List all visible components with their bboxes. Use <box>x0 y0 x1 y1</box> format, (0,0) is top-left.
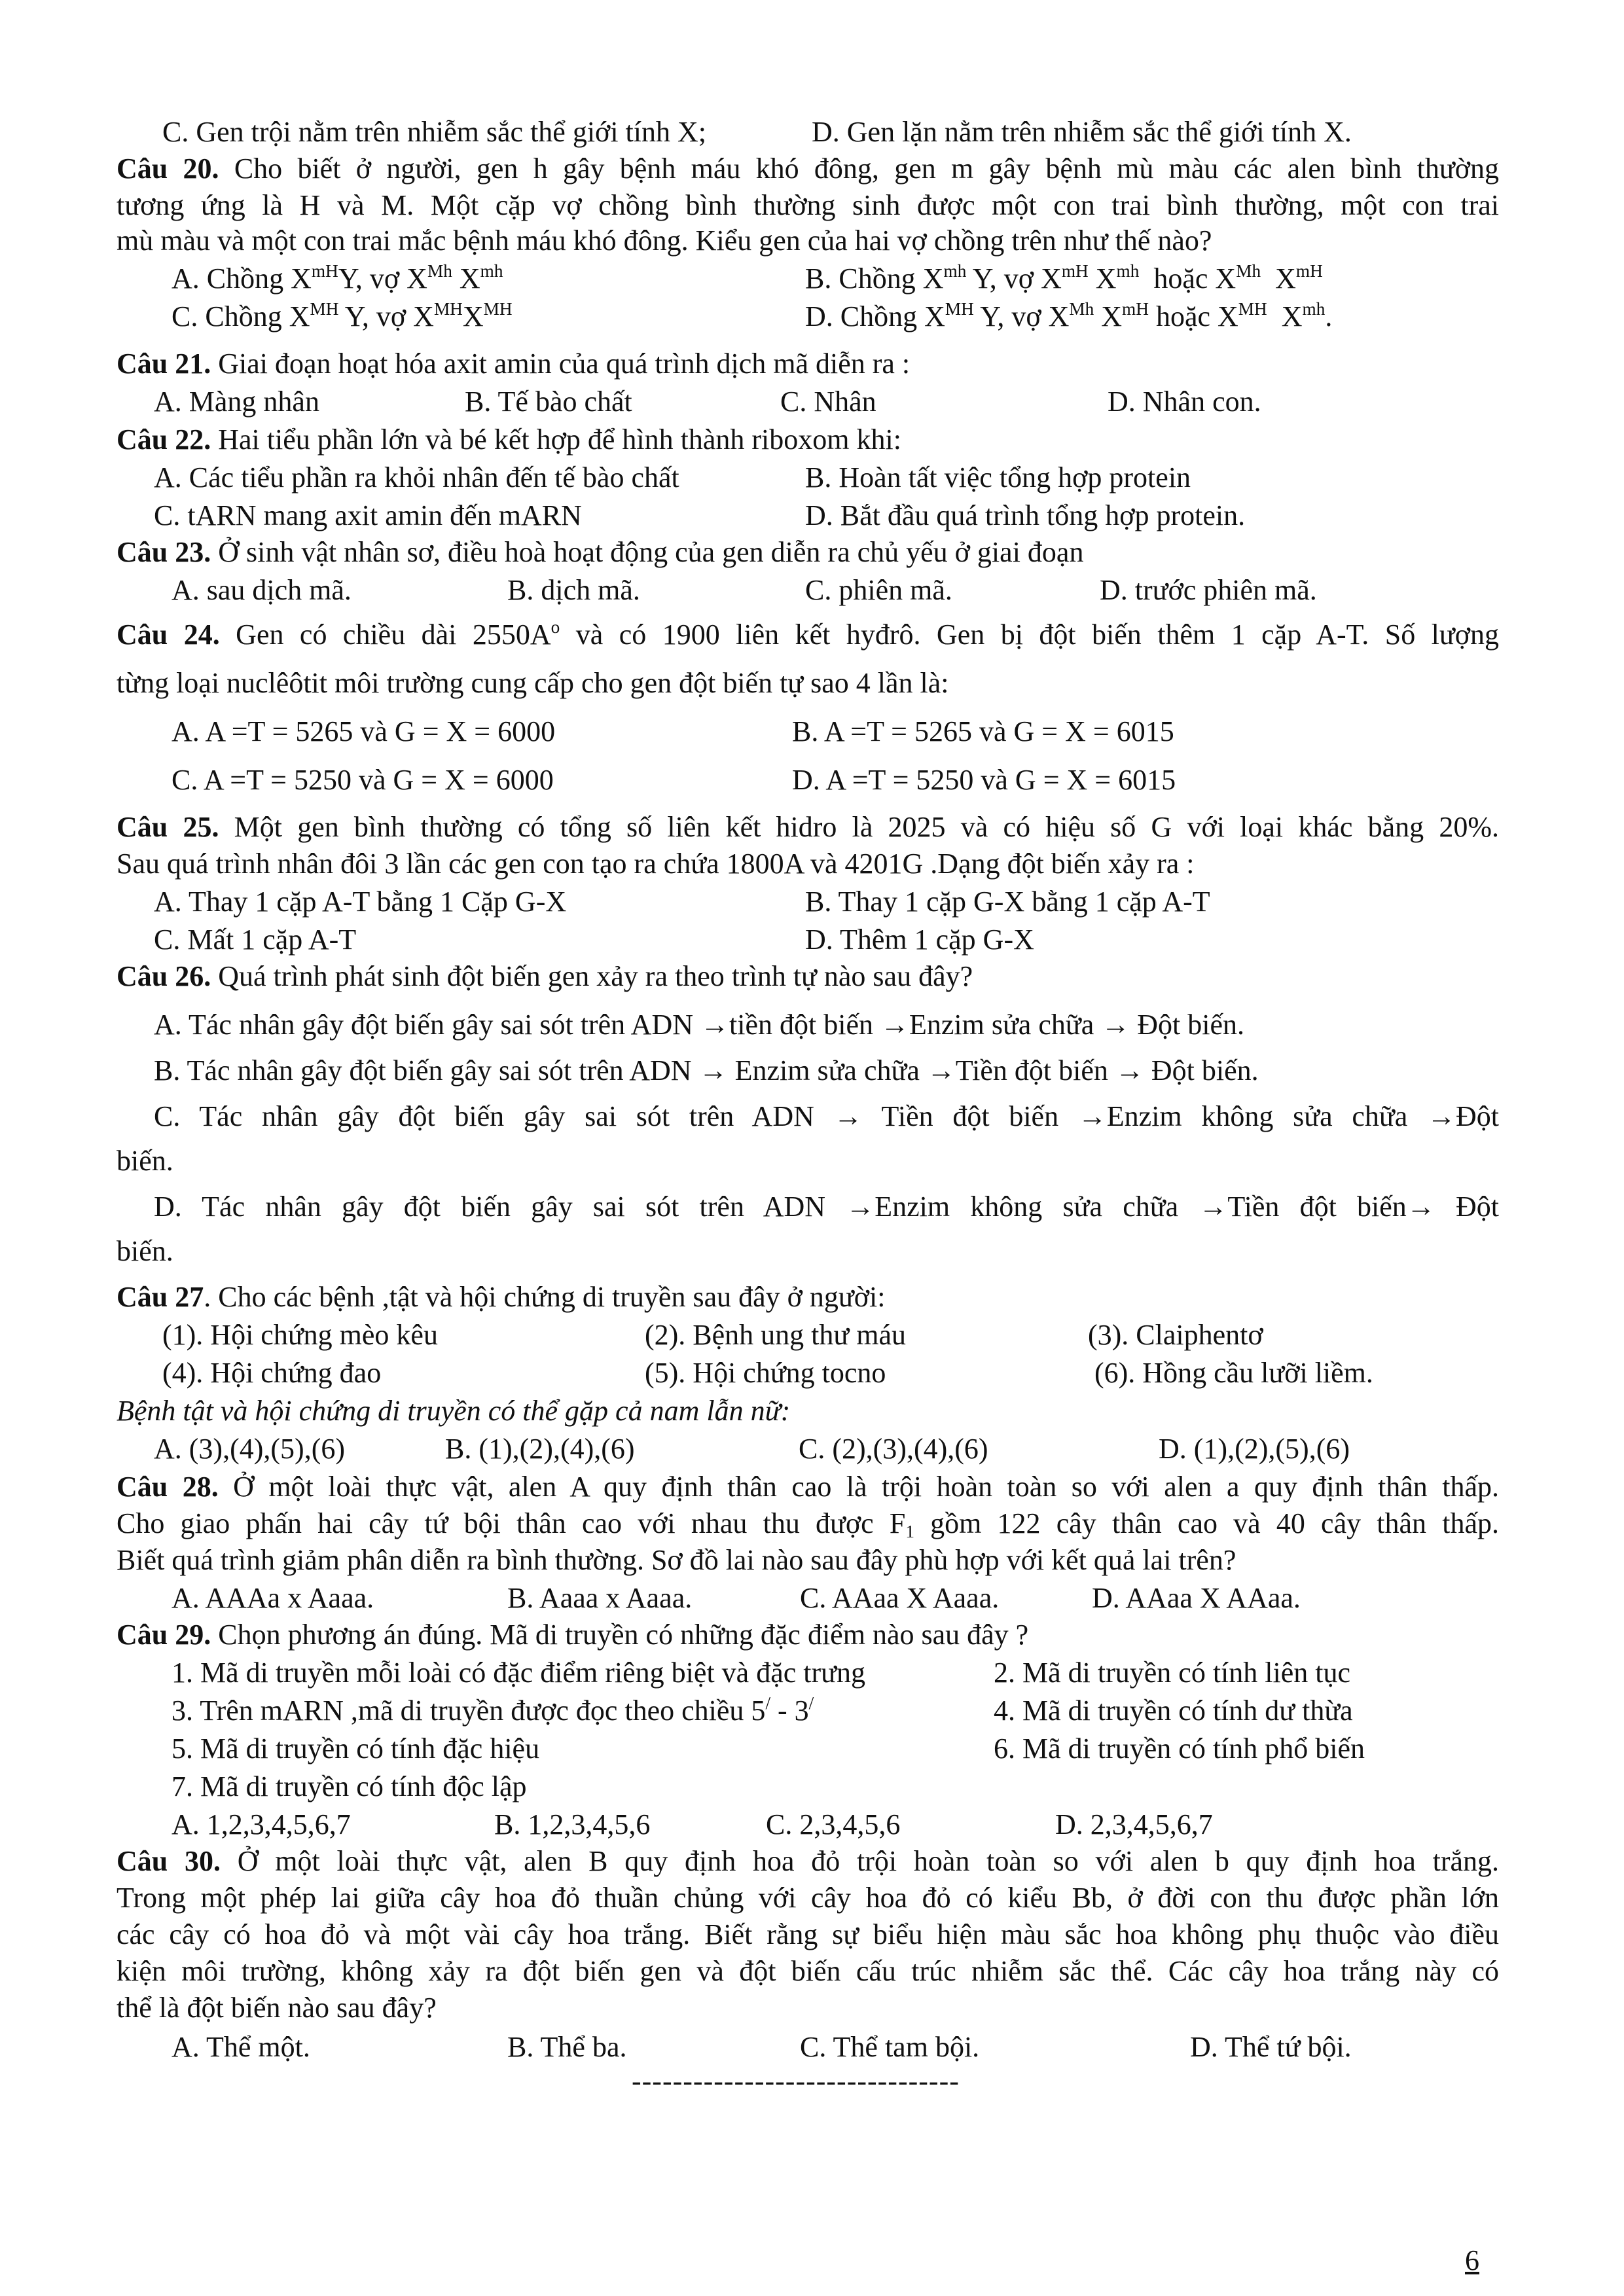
q21-stem <box>117 350 910 378</box>
q23-stem <box>117 538 1083 567</box>
q30-text1: Ở một loài thực vật, alen B quy định hoa đỏ trội hoàn toàn so với alen b quy định hoa trắng. <box>237 1845 1500 1877</box>
q21-option-d: D. Nhân con. <box>1108 386 1261 418</box>
q30-line2: Trong một phép lai giữa cây hoa đỏ thuần chủng với cây hoa đỏ có kiểu Bb, ở đời con thu được phần lớn <box>117 1882 1499 1914</box>
q29-option-b: B. 1,2,3,4,5,6 <box>494 1808 651 1840</box>
q26-option-c: C. Tác nhân gây đột biến gây sai sót trên ADN → Tiền đột biến →Enzim không sửa chữa →Đột <box>154 1100 1499 1132</box>
q21-option-b: B. Tế bào chất <box>465 386 632 418</box>
q29-item-5: 5. Mã di truyền có tính đặc hiệu <box>171 1732 540 1765</box>
q24-line1 <box>117 617 1500 651</box>
q23-option-b: B. dịch mã. <box>507 574 640 606</box>
q27-stem <box>117 1283 885 1312</box>
q23-option-d: D. trước phiên mã. <box>1100 574 1317 606</box>
q30-line4: kiện môi trường, không xảy ra đột biến gen và đột biến cấu trúc nhiễm sắc thể. Các cây hoa trắng này có <box>117 1955 1499 1987</box>
option-d-prev: D. Gen lặn nằm trên nhiễm sắc thể giới tính X. <box>812 116 1352 148</box>
q27-option-a: A. (3),(4),(5),(6) <box>154 1433 345 1465</box>
q25-text1: Một gen bình thường có tổng số liên kết hidro là 2025 và có hiệu số G với loại khác bằng 20%. <box>234 811 1499 843</box>
q24-label: Câu 24. <box>117 619 220 651</box>
q22-option-b: B. Hoàn tất việc tổng hợp protein <box>805 461 1191 493</box>
q29-item-2: 2. Mã di truyền có tính liên tục <box>994 1657 1350 1689</box>
q25-option-a: A. Thay 1 cặp A-T bằng 1 Cặp G-X <box>154 886 567 918</box>
q30-label: Câu 30. <box>117 1845 221 1877</box>
q20-option-b: B. Chồng $X^{mh}$ Y, vợ $X^{mH}$ $X^{mh}$ hoặc $X^{Mh}$ $X^{mH}$ <box>805 261 1323 295</box>
q28-text1: Ở một loài thực vật, alen A quy định thân cao là trội hoàn toàn so với alen a quy định thân thấp. <box>233 1471 1500 1503</box>
q25-option-b: B. Thay 1 cặp G-X bằng 1 cặp A-T <box>805 886 1210 918</box>
q26-option-d: D. Tác nhân gây đột biến gây sai sót trên ADN →Enzim không sửa chữa →Tiền đột biến→ Đột <box>154 1191 1499 1223</box>
q20-option-a: A. Chồng $X^{mH}Y$, vợ $X^{Mh}$ $X^{mh}$ <box>171 261 503 295</box>
q29-option-a: A. 1,2,3,4,5,6,7 <box>171 1808 351 1840</box>
q24-option-d: D. A =T = 5250 và G = X = 6015 <box>792 764 1176 796</box>
q26-label: Câu 26. <box>117 960 211 992</box>
q20-line3: mù màu và một con trai mắc bệnh máu khó đông. Kiểu gen của hai vợ chồng trên như thế nào? <box>117 224 1212 257</box>
q27-item-4: (4). Hội chứng đao <box>162 1357 382 1389</box>
q27-text: . Cho các bệnh ,tật và hội chứng di truyền sau đây ở người: <box>204 1281 886 1313</box>
q21-option-a: A. Màng nhân <box>154 386 319 418</box>
q29-item-7: 7. Mã di truyền có tính độc lập <box>171 1770 527 1803</box>
q23-option-c: C. phiên mã. <box>805 574 952 606</box>
q24-option-b: B. A =T = 5265 và G = X = 6015 <box>792 715 1174 747</box>
q29-option-d: D. 2,3,4,5,6,7 <box>1055 1808 1213 1840</box>
q30-option-b: B. Thể ba. <box>507 2031 627 2063</box>
q23-option-a: A. sau dịch mã. <box>171 574 352 606</box>
q27-item-5: (5). Hội chứng tocno <box>645 1357 886 1389</box>
q23-label: Câu 23. <box>117 536 211 568</box>
q22-option-d: D. Bắt đầu quá trình tổng hợp protein. <box>805 499 1246 531</box>
q28-option-d: D. AAaa X AAaa. <box>1092 1582 1301 1614</box>
option-c-prev: C. Gen trội nằm trên nhiễm sắc thể giới tính X; <box>162 116 706 148</box>
q30-line5: thể là đột biến nào sau đây? <box>117 1992 437 2024</box>
q30-option-d: D. Thể tứ bội. <box>1190 2031 1352 2063</box>
q21-label: Câu 21. <box>117 348 211 380</box>
q30-line3: các cây có hoa đỏ và một vài cây hoa trắng. Biết rằng sự biểu hiện màu sắc hoa không phụ thuộc vào điều <box>117 1918 1499 1950</box>
q24-option-c: C. A =T = 5250 và G = X = 6000 <box>171 764 554 796</box>
q25-line1 <box>117 813 1499 842</box>
q25-line2: Sau quá trình nhân đôi 3 lần các gen con tạo ra chứa 1800A và 4201G .Dạng đột biến xảy ra : <box>117 848 1195 880</box>
q24-line2: từng loại nuclêôtit môi trường cung cấp cho gen đột biến tự sao 4 lần là: <box>117 667 949 699</box>
q27-prompt: Bệnh tật và hội chứng di truyền có thể gặp cả nam lẫn nữ: <box>117 1395 791 1427</box>
q23-text: Ở sinh vật nhân sơ, điều hoà hoạt động của gen diễn ra chủ yếu ở giai đoạn <box>218 536 1084 568</box>
q24-text1: Gen có chiều dài $2550A^o$ và có 1900 liên kết hyđrô. Gen bị đột biến thêm 1 cặp A-T. Số lượng <box>236 617 1500 651</box>
q22-text: Hai tiểu phần lớn và bé kết hợp để hình thành riboxom khi: <box>218 423 901 456</box>
q27-item-3: (3). Claiphentơ <box>1088 1319 1263 1351</box>
q27-label: Câu 27 <box>117 1281 204 1313</box>
q28-option-b: B. Aaaa x Aaaa. <box>507 1582 693 1614</box>
q27-item-1: (1). Hội chứng mèo kêu <box>162 1319 438 1351</box>
q21-option-c: C. Nhân <box>780 386 876 418</box>
q25-label: Câu 25. <box>117 811 219 843</box>
q27-item-6: (6). Hồng cầu lưỡi liềm. <box>1094 1357 1373 1389</box>
q22-option-c: C. tARN mang axit amin đến mARN <box>154 499 582 531</box>
q26-option-c-cont: biến. <box>117 1145 173 1177</box>
q28-option-c: C. AAaa X Aaaa. <box>800 1582 1000 1614</box>
q22-label: Câu 22. <box>117 423 211 456</box>
q26-stem <box>117 962 973 991</box>
q27-option-d: D. (1),(2),(5),(6) <box>1159 1433 1350 1465</box>
q25-option-d: D. Thêm 1 cặp G-X <box>805 924 1034 956</box>
q27-item-2: (2). Bệnh ung thư máu <box>645 1319 907 1351</box>
q22-stem <box>117 425 901 454</box>
q20-label: Câu 20. <box>117 152 219 185</box>
q29-text: Chọn phương án đúng. Mã di truyền có những đặc điểm nào sau đây ? <box>218 1619 1029 1651</box>
q29-stem <box>117 1621 1028 1649</box>
q28-option-a: A. AAAa x Aaaa. <box>171 1582 374 1614</box>
q29-label: Câu 29. <box>117 1619 211 1651</box>
q20-line1 <box>117 154 1499 183</box>
q27-option-b: B. (1),(2),(4),(6) <box>445 1433 635 1465</box>
q30-option-c: C. Thể tam bội. <box>800 2031 980 2063</box>
q26-option-b: B. Tác nhân gây đột biến gây sai sót trên ADN → Enzim sửa chữa →Tiền đột biến → Đột biến. <box>154 1054 1259 1086</box>
q29-item-4: 4. Mã di truyền có tính dư thừa <box>994 1695 1353 1727</box>
q25-option-c: C. Mất 1 cặp A-T <box>154 924 357 956</box>
q20-text1: Cho biết ở người, gen h gây bệnh máu khó đông, gen m gây bệnh mù màu các alen bình thường <box>234 152 1499 185</box>
q20-line2: tương ứng là H và M. Một cặp vợ chồng bình thường sinh được một con trai bình thường, một con trai <box>117 189 1499 221</box>
q30-line1 <box>117 1847 1499 1876</box>
q28-line2: Cho giao phấn hai cây tứ bội thân cao với nhau thu được $F_1$ gồm 122 cây thân cao và 40 cây thân thấp. <box>117 1507 1499 1541</box>
q29-option-c: C. 2,3,4,5,6 <box>766 1808 901 1840</box>
q26-option-d-cont: biến. <box>117 1235 173 1267</box>
q27-option-c: C. (2),(3),(4),(6) <box>799 1433 988 1465</box>
q20-option-d: D. Chồng $X^{MH}$ Y, vợ $X^{Mh}$ $X^{mH}$ hoặc $X^{MH}$ $X^{mh}$. <box>805 299 1333 332</box>
q22-option-a: A. Các tiểu phần ra khỏi nhân đến tế bào chất <box>154 461 679 493</box>
q29-item-1: 1. Mã di truyền mỗi loài có đặc điểm riêng biệt và đặc trưng <box>171 1657 865 1689</box>
q29-item-6: 6. Mã di truyền có tính phổ biến <box>994 1732 1365 1765</box>
q26-option-a: A. Tác nhân gây đột biến gây sai sót trên ADN →tiền đột biến →Enzim sửa chữa → Đột biến. <box>154 1009 1244 1041</box>
q29-item-3: 3. Trên mARN ,mã di truyền được đọc theo chiều 5/ - 3/ <box>171 1693 814 1727</box>
q28-line1 <box>117 1473 1499 1501</box>
q28-line3: Biết quá trình giảm phân diễn ra bình thường. Sơ đồ lai nào sau đây phù hợp với kết quả lai trên? <box>117 1544 1236 1576</box>
q24-option-a: A. A =T = 5265 và G = X = 6000 <box>171 715 556 747</box>
page-number: 6 <box>1465 2244 1479 2276</box>
q20-option-c: C. Chồng $X^{MH}$ Y, vợ $X^{MH}X^{MH}$ <box>171 299 513 332</box>
q26-text: Quá trình phát sinh đột biến gen xảy ra theo trình tự nào sau đây? <box>218 960 973 992</box>
q21-text: Giai đoạn hoạt hóa axit amin của quá trình dịch mã diễn ra : <box>218 348 911 380</box>
separator-line: -------------------------------- <box>632 2065 960 2097</box>
q28-label: Câu 28. <box>117 1471 219 1503</box>
q30-option-a: A. Thể một. <box>171 2031 310 2063</box>
